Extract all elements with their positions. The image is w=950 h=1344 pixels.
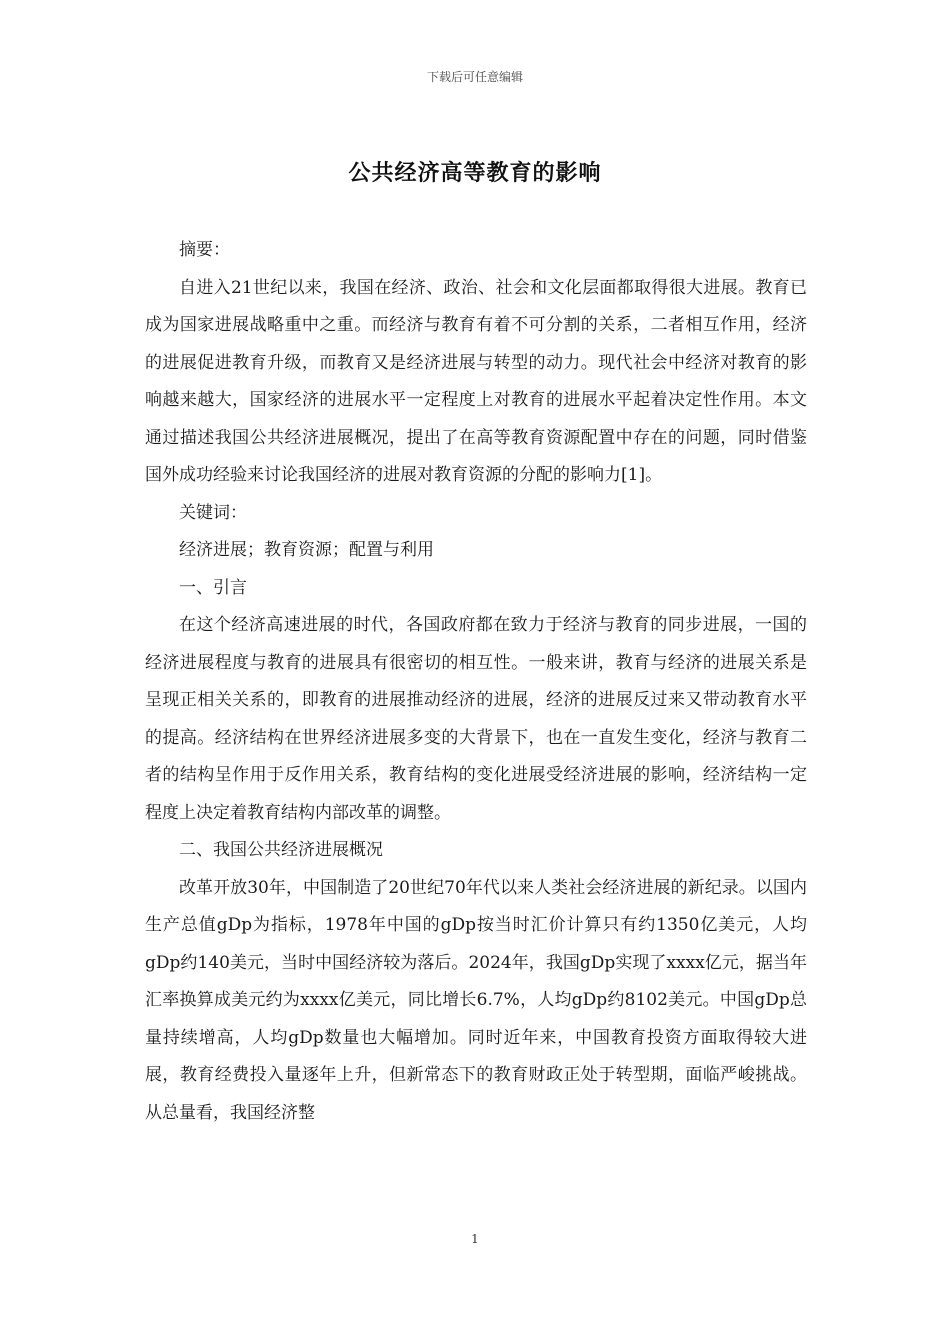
abstract-paragraph: 自进入21世纪以来，我国在经济、政治、社会和文化层面都取得很大进展。教育已成为国家进展战略重中之重。而经济与教育有着不可分割的关系，二者相互作用，经济的进展促进教育升级，而教育又是经济进展与转型的动力。现代社会中经济对教育的影响越来越大，国家经济的进展水平一定程度上对教育的进展水平起着决定性作用。本文通过描述我国公共经济进展概况，提出了在高等教育资源配置中存在的问题，同时借鉴国外成功经验来讨论我国经济的进展对教育资源的分配的影响力[1]。 bbox=[145, 277, 807, 485]
page-header-note: 下载后可任意编辑 bbox=[426, 70, 523, 84]
section-heading-introduction: 一、引言 bbox=[179, 577, 247, 598]
section-heading-overview: 二、我国公共经济进展概况 bbox=[179, 840, 383, 860]
document-body bbox=[145, 232, 807, 1132]
introduction-paragraph: 在这个经济高速进展的时代，各国政府都在致力于经济与教育的同步进展，一国的经济进展程度与教育的进展具有很密切的相互性。一般来讲，教育与经济的进展关系是呈现正相关关系的，即教育的进展推动经济的进展，经济的进展反过来又带动教育水平的提高。经济结构在世界经济进展多变的大背景下，也在一直发生变化，经济与教育二者的结构呈作用于反作用关系，教育结构的变化进展受经济进展的影响，经济结构一定程度上决定着教育结构内部改革的调整。 bbox=[145, 615, 807, 823]
keywords-list: 经济进展；教育资源；配置与利用 bbox=[179, 540, 434, 560]
document-title: 公共经济高等教育的影响 bbox=[348, 160, 602, 186]
abstract-label: 摘要： bbox=[179, 240, 230, 260]
page-number: 1 bbox=[471, 1232, 479, 1246]
keywords-label: 关键词： bbox=[179, 502, 247, 523]
overview-paragraph: 改革开放30年，中国制造了20世纪70年代以来人类社会经济进展的新纪录。以国内生产总值gDp为指标，1978年中国的gDp按当时汇价计算只有约1350亿美元，人均gDp约140美元，当时中国经济较为落后。2024年，我国gDp实现了xxxx亿元，据当年汇率换算成美元约为xxxx亿美元，同比增长6.7%，人均gDp约8102美元。中国gDp总量持续增高，人均gDp数量也大幅增加。同时近年来，中国教育投资方面取得较大进展，教育经费投入量逐年上升，但新常态下的教育财政正处于转型期，面临严峻挑战。从总量看，我国经济整 bbox=[145, 877, 807, 1123]
